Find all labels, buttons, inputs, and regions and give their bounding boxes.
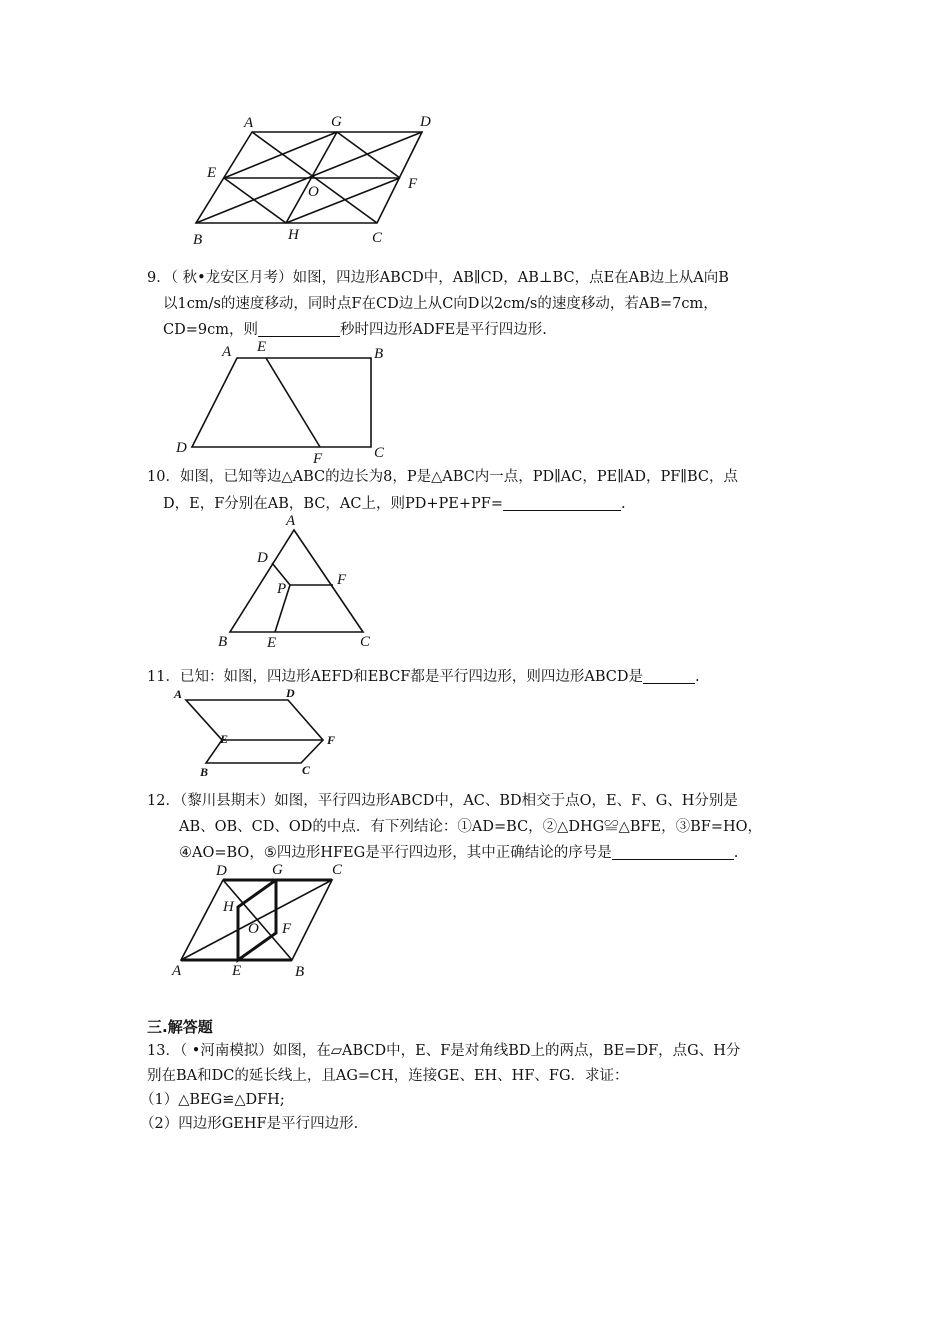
label-O: O	[248, 921, 259, 937]
label-C: C	[360, 634, 371, 650]
figure-q12-lines	[181, 880, 332, 960]
q9-line3-prefix: CD=9cm，则	[163, 322, 258, 338]
figure-q8	[180, 108, 450, 253]
label-C: C	[302, 763, 311, 777]
label-C: C	[372, 230, 383, 246]
q11-answer-blank[interactable]	[643, 667, 695, 684]
label-A: A	[244, 115, 254, 131]
q13-line1: 13．（ •河南模拟）如图，在▱ABCD中，E、F是对角线BD上的两点，BE=DF，点G、H分	[147, 1043, 741, 1059]
label-O: O	[308, 184, 319, 200]
figure-q10	[210, 510, 390, 655]
q9-answer-blank[interactable]	[258, 320, 340, 337]
label-H: H	[223, 899, 234, 915]
label-E: E	[232, 963, 242, 979]
q12-answer-blank[interactable]	[612, 843, 734, 860]
label-F: F	[408, 176, 418, 192]
q9-line3-suffix: 秒时四边形ADFE是平行四边形.	[339, 322, 547, 338]
label-C: C	[374, 445, 385, 461]
label-A: A	[222, 344, 232, 360]
label-E: E	[267, 635, 277, 651]
label-B: B	[295, 964, 305, 980]
section-title: 三.解答题	[147, 1018, 213, 1036]
label-D: D	[420, 114, 431, 130]
label-G: G	[272, 862, 283, 878]
label-E: E	[220, 732, 229, 746]
q10-answer-blank[interactable]	[503, 494, 621, 511]
figure-q12	[168, 860, 368, 985]
q10-line2-prefix: D，E，F分别在AB，BC，AC上，则PD+PE+PF=	[163, 496, 503, 512]
label-D: D	[176, 440, 187, 456]
label-G: G	[331, 114, 342, 130]
q12-line1: 12．（黎川县期末）如图，平行四边形ABCD中，AC、BD相交于点O，E、F、G、H分别是	[147, 793, 738, 809]
q12-line2: AB、OB、CD、OD的中点．有下列结论：①AD=BC，②△DHG≌△BFE，③BF=HO，	[179, 819, 763, 835]
q10-line1: 10．如图，已知等边△ABC的边长为8，P是△ABC内一点，PD∥AC，PE∥AD，PF∥BC，点	[147, 469, 739, 485]
label-F: F	[327, 733, 336, 747]
figure-q8-lines	[196, 132, 422, 223]
label-D: D	[286, 686, 295, 700]
figure-q11-lines	[186, 700, 323, 763]
label-B: B	[193, 232, 203, 248]
label-E: E	[257, 339, 267, 355]
label-B: B	[374, 346, 384, 362]
label-F: F	[337, 572, 347, 588]
figure-q9-lines	[192, 358, 371, 447]
q12-line3-suffix: .	[733, 845, 739, 861]
label-E: E	[207, 165, 217, 181]
label-B: B	[218, 634, 228, 650]
figure-q11	[168, 685, 348, 780]
label-B: B	[200, 765, 209, 779]
q13-item2: （2）四边形GEHF是平行四边形.	[140, 1116, 359, 1132]
label-A: A	[172, 963, 182, 979]
label-F: F	[313, 451, 323, 467]
q13-line2: 别在BA和DC的延长线上，且AG=CH，连接GE、EH、HF、FG．求证：	[147, 1068, 629, 1084]
label-C: C	[332, 862, 343, 878]
q11-line1-suffix: .	[694, 669, 700, 685]
label-H: H	[288, 227, 299, 243]
label-P: P	[277, 581, 287, 597]
q12-line3-prefix: ④AO=BO，⑤四边形HFEG是平行四边形，其中正确结论的序号是	[179, 845, 612, 861]
q9-line3	[163, 319, 547, 341]
label-A: A	[174, 687, 183, 701]
q10-line2-suffix: .	[620, 496, 626, 512]
q9-line1: 9．（ 秋•龙安区月考）如图，四边形ABCD中，AB∥CD，AB⊥BC，点E在AB边上从A向B	[147, 270, 729, 286]
q11-line1-prefix: 11．已知：如图，四边形AEFD和EBCF都是平行四边形，则四边形ABCD是	[147, 669, 643, 685]
label-A: A	[286, 513, 296, 529]
figure-q9	[170, 340, 400, 465]
q13-item1: （1）△BEG≌△DFH;	[140, 1092, 285, 1108]
q9-line2: 以1cm/s的速度移动，同时点F在CD边上从C向D以2cm/s的速度移动，若AB=7cm，	[163, 296, 718, 312]
label-F: F	[282, 921, 292, 937]
label-D: D	[216, 863, 227, 879]
label-D: D	[257, 550, 268, 566]
